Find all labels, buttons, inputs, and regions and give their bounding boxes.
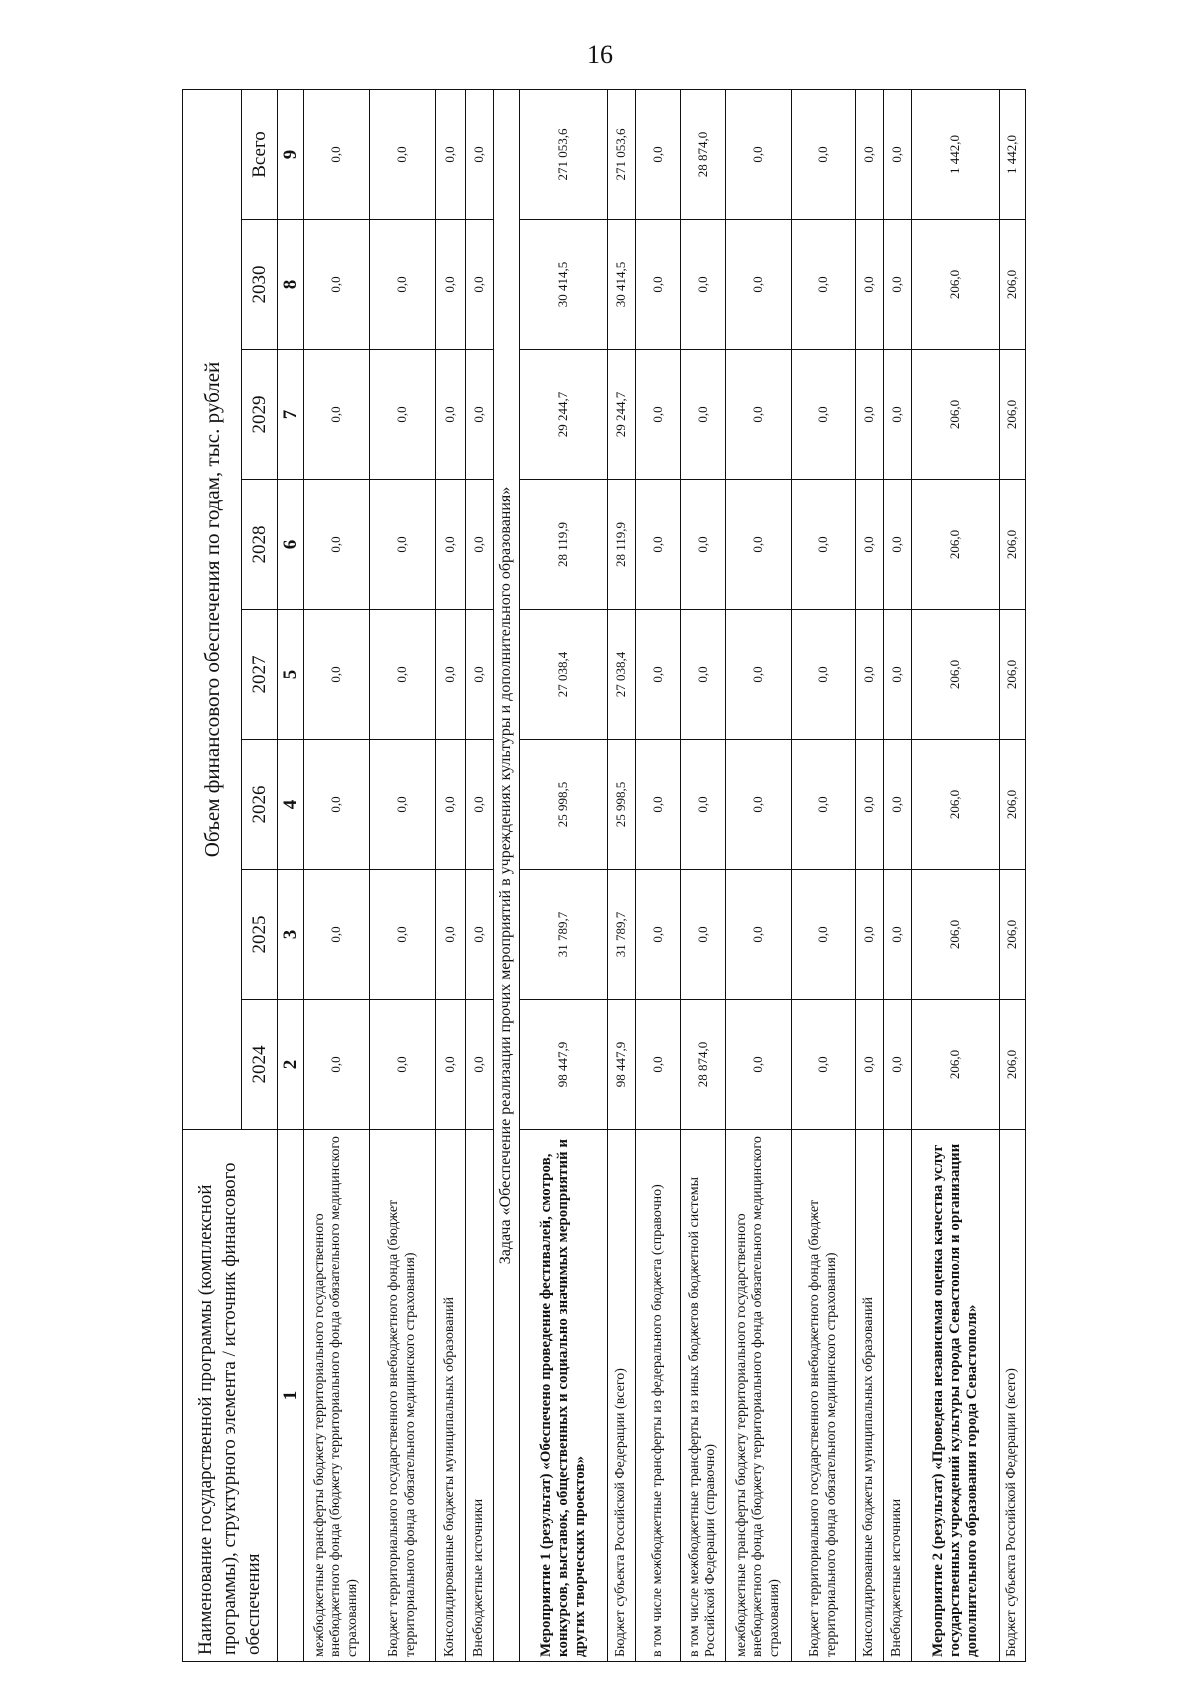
- row-value: 0,0: [304, 870, 370, 1000]
- row-value: 206,0: [1000, 480, 1026, 610]
- row-value: 0,0: [681, 610, 726, 740]
- row-value: 0,0: [856, 220, 884, 350]
- row-value: 271 053,6: [608, 89, 636, 219]
- row-value: 0,0: [466, 480, 494, 610]
- row-name: Бюджет территориального государственного внебюджетного фонда (бюджет территориального фонда обязательного медицинского страхования): [370, 1130, 436, 1662]
- header-year: 2027: [242, 610, 278, 740]
- table-row: [520, 89, 608, 1661]
- column-number: 1: [278, 1130, 304, 1662]
- table-row: [856, 89, 884, 1661]
- row-value: 206,0: [912, 610, 1000, 740]
- row-value: 0,0: [726, 89, 792, 219]
- row-value: 0,0: [466, 350, 494, 480]
- row-value: 0,0: [856, 870, 884, 1000]
- row-value: 0,0: [681, 480, 726, 610]
- row-value: 0,0: [370, 220, 436, 350]
- header-total: Всего: [242, 89, 278, 219]
- row-value: 0,0: [681, 870, 726, 1000]
- row-value: 206,0: [912, 740, 1000, 870]
- row-value: 0,0: [726, 350, 792, 480]
- column-number: 2: [278, 1000, 304, 1130]
- row-value: 0,0: [792, 89, 856, 219]
- row-name: Бюджет субъекта Российской Федерации (всего): [608, 1130, 636, 1662]
- row-value: 206,0: [912, 350, 1000, 480]
- row-value: 0,0: [436, 870, 466, 1000]
- column-number: 5: [278, 610, 304, 740]
- row-value: 0,0: [726, 1000, 792, 1130]
- row-value: 0,0: [370, 870, 436, 1000]
- table-row: [1000, 89, 1026, 1661]
- financing-table: [182, 89, 1026, 1662]
- table-row: [792, 89, 856, 1661]
- row-value: 0,0: [726, 740, 792, 870]
- row-value: 206,0: [912, 870, 1000, 1000]
- row-value: 0,0: [436, 740, 466, 870]
- row-value: 0,0: [466, 870, 494, 1000]
- row-value: 0,0: [636, 610, 681, 740]
- row-value: 0,0: [466, 89, 494, 219]
- row-value: 0,0: [792, 740, 856, 870]
- row-value: 0,0: [726, 220, 792, 350]
- row-name: Бюджет территориального государственного внебюджетного фонда (бюджет территориального фонда обязательного медицинского страхования): [792, 1130, 856, 1662]
- header-year: 2026: [242, 740, 278, 870]
- row-name: Мероприятие 1 (результат) «Обеспечено проведение фестивалей, смотров, конкурсов, выставок, общественных и социально значимых мероприятий и других творческих проектов»: [520, 1130, 608, 1662]
- column-numbers-row: [278, 89, 304, 1661]
- row-value: 0,0: [856, 480, 884, 610]
- row-value: 0,0: [792, 610, 856, 740]
- column-number: 9: [278, 89, 304, 219]
- row-value: 0,0: [884, 220, 912, 350]
- row-value: 206,0: [1000, 870, 1026, 1000]
- row-value: 0,0: [304, 220, 370, 350]
- row-value: 0,0: [370, 610, 436, 740]
- header-name-column: Наименование государственной программы (комплексной программы), структурного элемента / источник финансового обеспечения: [183, 1130, 278, 1662]
- row-value: 0,0: [466, 1000, 494, 1130]
- row-value: 1 442,0: [1000, 89, 1026, 219]
- table-row: [912, 89, 1000, 1661]
- row-name: в том числе межбюджетные трансферты из иных бюджетов бюджетной системы Российской Федерации (справочно): [681, 1130, 726, 1662]
- column-number: 8: [278, 220, 304, 350]
- row-value: 0,0: [884, 740, 912, 870]
- row-value: 206,0: [1000, 1000, 1026, 1130]
- row-value: 0,0: [370, 740, 436, 870]
- row-value: 0,0: [884, 89, 912, 219]
- row-value: 0,0: [370, 1000, 436, 1130]
- row-value: 28 874,0: [681, 89, 726, 219]
- row-value: 27 038,4: [520, 610, 608, 740]
- row-value: 0,0: [681, 740, 726, 870]
- row-name: межбюджетные трансферты бюджету территориального государственного внебюджетного фонда (бюджету территориального фонда обязательного медицинского страхования): [304, 1130, 370, 1662]
- row-value: 0,0: [856, 350, 884, 480]
- row-name: Бюджет субъекта Российской Федерации (всего): [1000, 1130, 1026, 1662]
- row-name: в том числе межбюджетные трансферты из федерального бюджета (справочно): [636, 1130, 681, 1662]
- row-value: 30 414,5: [608, 220, 636, 350]
- row-value: 0,0: [792, 1000, 856, 1130]
- row-value: 206,0: [1000, 740, 1026, 870]
- table-row: [466, 89, 494, 1661]
- header-year: 2030: [242, 220, 278, 350]
- row-value: 0,0: [636, 740, 681, 870]
- header-year: 2025: [242, 870, 278, 1000]
- row-value: 0,0: [370, 480, 436, 610]
- row-value: 0,0: [884, 1000, 912, 1130]
- row-value: 0,0: [884, 480, 912, 610]
- row-value: 31 789,7: [608, 870, 636, 1000]
- row-value: 0,0: [436, 480, 466, 610]
- row-value: 0,0: [304, 89, 370, 219]
- row-value: 206,0: [912, 1000, 1000, 1130]
- row-name: межбюджетные трансферты бюджету территориального государственного внебюджетного фонда (бюджету территориального фонда обязательного медицинского страхования): [726, 1130, 792, 1662]
- row-value: 0,0: [466, 740, 494, 870]
- header-year: 2028: [242, 480, 278, 610]
- row-value: 0,0: [792, 350, 856, 480]
- row-value: 0,0: [681, 350, 726, 480]
- row-name: Консолидированные бюджеты муниципальных образований: [436, 1130, 466, 1662]
- row-value: 98 447,9: [608, 1000, 636, 1130]
- row-name: Мероприятие 2 (результат) «Проведена независимая оценка качества услуг государственных учреждений культуры города Севастополя и организации дополнительного образования города Севастополя»: [912, 1130, 1000, 1662]
- row-value: 29 244,7: [520, 350, 608, 480]
- row-value: 0,0: [304, 1000, 370, 1130]
- task-section: [494, 89, 520, 1661]
- row-value: 28 119,9: [608, 480, 636, 610]
- column-number: 3: [278, 870, 304, 1000]
- row-name: Внебюджетные источники: [884, 1130, 912, 1662]
- row-value: 0,0: [636, 350, 681, 480]
- column-number: 4: [278, 740, 304, 870]
- row-value: 0,0: [436, 350, 466, 480]
- row-value: 31 789,7: [520, 870, 608, 1000]
- page-number: 16: [587, 40, 613, 69]
- table-row: [884, 89, 912, 1661]
- row-value: 0,0: [856, 1000, 884, 1130]
- row-value: 0,0: [466, 610, 494, 740]
- row-value: 0,0: [436, 1000, 466, 1130]
- row-value: 0,0: [884, 610, 912, 740]
- table-row: [681, 89, 726, 1661]
- row-value: 0,0: [304, 610, 370, 740]
- row-value: 206,0: [1000, 350, 1026, 480]
- header-row-1: [183, 89, 242, 1661]
- row-value: 0,0: [884, 350, 912, 480]
- row-value: 27 038,4: [608, 610, 636, 740]
- row-value: 30 414,5: [520, 220, 608, 350]
- rotated-table-container: [182, 90, 1090, 1662]
- row-value: 29 244,7: [608, 350, 636, 480]
- row-value: 1 442,0: [912, 89, 1000, 219]
- table-row: [436, 89, 466, 1661]
- row-value: 0,0: [726, 480, 792, 610]
- row-value: 0,0: [636, 1000, 681, 1130]
- row-value: 271 053,6: [520, 89, 608, 219]
- header-year: 2024: [242, 1000, 278, 1130]
- row-value: 0,0: [636, 220, 681, 350]
- row-value: 206,0: [1000, 610, 1026, 740]
- row-value: 0,0: [370, 89, 436, 219]
- row-value: 0,0: [726, 610, 792, 740]
- task-row: [494, 89, 520, 1661]
- column-number: 6: [278, 480, 304, 610]
- row-value: 0,0: [726, 870, 792, 1000]
- table-row: [370, 89, 436, 1661]
- row-value: 28 874,0: [681, 1000, 726, 1130]
- row-value: 206,0: [1000, 220, 1026, 350]
- row-value: 0,0: [466, 220, 494, 350]
- row-value: 0,0: [436, 610, 466, 740]
- table-row: [726, 89, 792, 1661]
- row-value: 25 998,5: [520, 740, 608, 870]
- row-value: 28 119,9: [520, 480, 608, 610]
- table-row: [304, 89, 370, 1661]
- table-body-bottom: [520, 89, 1026, 1661]
- row-value: 206,0: [912, 220, 1000, 350]
- task-title: Задача «Обеспечение реализации прочих мероприятий в учреждениях культуры и дополнительного образования»: [494, 89, 520, 1661]
- row-value: 25 998,5: [608, 740, 636, 870]
- row-value: 0,0: [792, 480, 856, 610]
- header-year: 2029: [242, 350, 278, 480]
- table-wrapper: [182, 90, 1090, 1662]
- table-row: [636, 89, 681, 1661]
- header-volume: Объем финансового обеспечения по годам, тыс. рублей: [183, 89, 242, 1129]
- row-value: 0,0: [856, 740, 884, 870]
- row-value: 0,0: [681, 220, 726, 350]
- row-value: 98 447,9: [520, 1000, 608, 1130]
- row-value: 0,0: [792, 220, 856, 350]
- table-body-top: [304, 89, 494, 1661]
- row-value: 0,0: [856, 89, 884, 219]
- row-name: Внебюджетные источники: [466, 1130, 494, 1662]
- row-value: 0,0: [792, 870, 856, 1000]
- row-value: 0,0: [636, 480, 681, 610]
- row-value: 0,0: [304, 350, 370, 480]
- row-value: 0,0: [436, 89, 466, 219]
- row-value: 0,0: [636, 870, 681, 1000]
- row-value: 0,0: [304, 740, 370, 870]
- row-name: Консолидированные бюджеты муниципальных образований: [856, 1130, 884, 1662]
- row-value: 0,0: [370, 350, 436, 480]
- table-row: [608, 89, 636, 1661]
- row-value: 206,0: [912, 480, 1000, 610]
- row-value: 0,0: [884, 870, 912, 1000]
- row-value: 0,0: [436, 220, 466, 350]
- column-number: 7: [278, 350, 304, 480]
- row-value: 0,0: [304, 480, 370, 610]
- row-value: 0,0: [636, 89, 681, 219]
- row-value: 0,0: [856, 610, 884, 740]
